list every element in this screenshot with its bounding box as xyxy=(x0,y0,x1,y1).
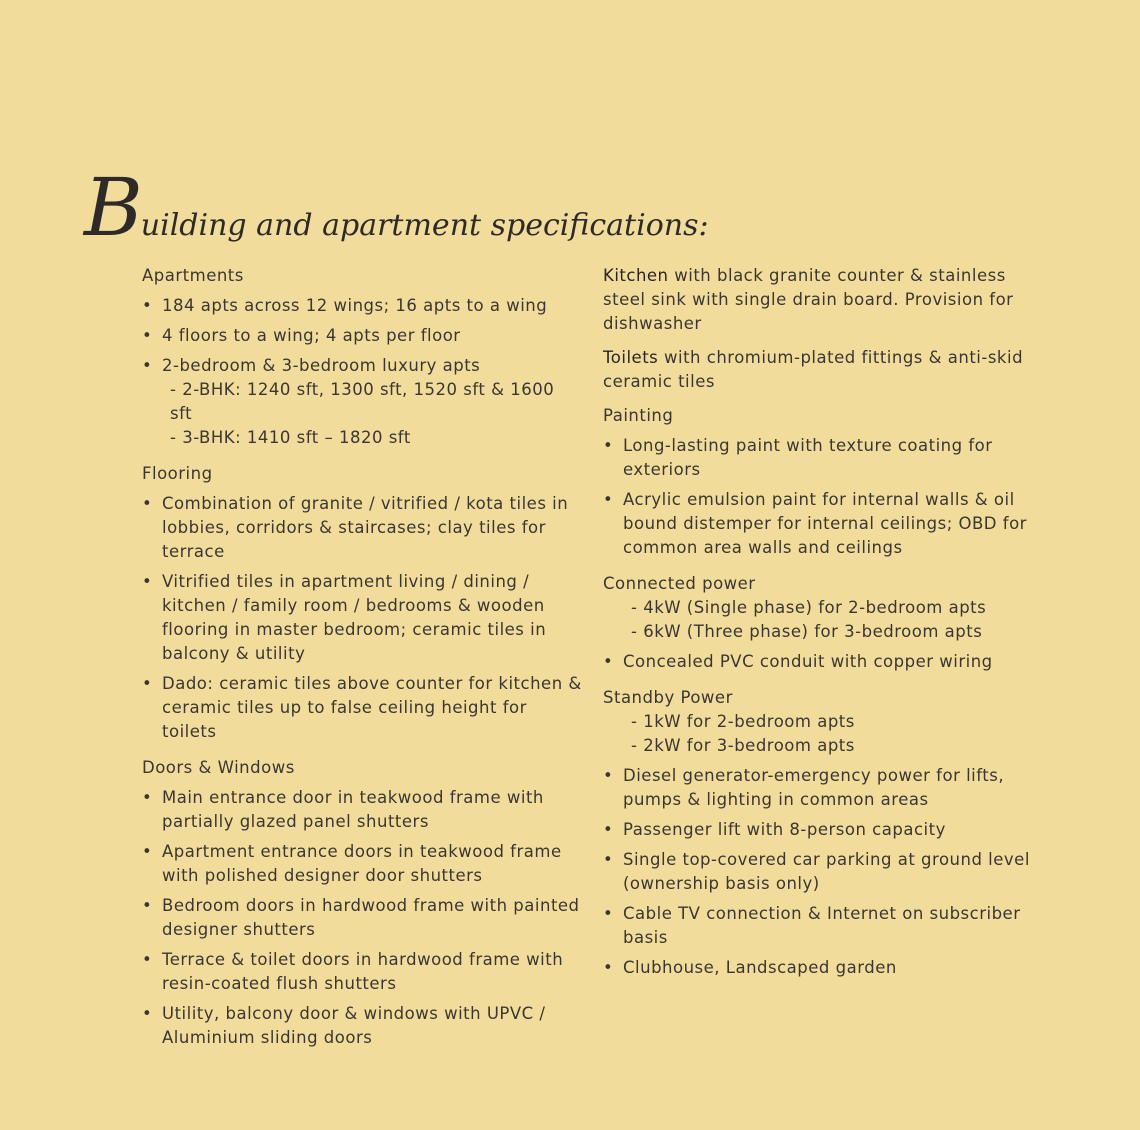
kitchen-paragraph xyxy=(603,264,1043,336)
list-item: • Main entrance door in teakwood frame with partially glazed panel shutters xyxy=(142,786,582,834)
list-item: • Concealed PVC conduit with copper wiring xyxy=(603,650,1043,674)
list-item: • Apartment entrance doors in teakwood frame with polished designer door shutters xyxy=(142,840,582,888)
doors-section xyxy=(142,756,582,1050)
list-item: • 4 floors to a wing; 4 apts per floor xyxy=(142,324,582,348)
sub-item: - 2kW for 3-bedroom apts xyxy=(631,736,855,755)
apartments-heading: Apartments xyxy=(142,266,244,285)
sub-item: - 3-BHK: 1410 sft – 1820 sft xyxy=(170,428,411,447)
doors-heading: Doors & Windows xyxy=(142,758,295,777)
toilets-label: Toilets xyxy=(603,348,659,367)
doors-list xyxy=(142,786,582,1050)
list-item: • Utility, balcony door & windows with UPVC / Aluminium sliding doors xyxy=(142,1002,582,1050)
title-initial: B xyxy=(84,161,141,254)
list-item: • Combination of granite / vitrified / kota tiles in lobbies, corridors & staircases; clay tiles for terrace xyxy=(142,492,582,564)
sub-item: - 1kW for 2-bedroom apts xyxy=(631,712,855,731)
list-item: • Single top-covered car parking at ground level (ownership basis only) xyxy=(603,848,1043,896)
list-item: • Diesel generator-emergency power for lifts, pumps & lighting in common areas xyxy=(603,764,1043,812)
sub-item: - 6kW (Three phase) for 3-bedroom apts xyxy=(631,622,983,641)
list-item: • 2-bedroom & 3-bedroom luxury apts xyxy=(142,354,582,378)
kitchen-text: with black granite counter & stainless steel sink with single drain board. Provision for dishwasher xyxy=(603,266,1014,333)
sub-item: - 4kW (Single phase) for 2-bedroom apts xyxy=(631,598,987,617)
list-item: • Cable TV connection & Internet on subscriber basis xyxy=(603,902,1043,950)
standby-power-section xyxy=(603,686,1043,980)
list-item: • Acrylic emulsion paint for internal walls & oil bound distemper for internal ceilings; OBD for common area walls and ceilings xyxy=(603,488,1043,560)
toilets-text: with chromium-plated fittings & anti-skid ceramic tiles xyxy=(603,348,1024,391)
list-item: • Vitrified tiles in apartment living / dining / kitchen / family room / bedrooms & wooden flooring in master bedroom; ceramic tiles in balcony & utility xyxy=(142,570,582,666)
list-item: • Bedroom doors in hardwood frame with painted designer shutters xyxy=(142,894,582,942)
connected-power-list xyxy=(603,650,1043,674)
flooring-list xyxy=(142,492,582,744)
connected-power-section xyxy=(603,572,1043,674)
kitchen-label: Kitchen xyxy=(603,266,669,285)
list-item: • Long-lasting paint with texture coating for exteriors xyxy=(603,434,1043,482)
connected-power-heading: Connected power xyxy=(603,574,756,593)
flooring-section xyxy=(142,462,582,744)
right-column xyxy=(603,264,1043,992)
flooring-heading: Flooring xyxy=(142,464,213,483)
painting-section xyxy=(603,404,1043,560)
left-column xyxy=(142,264,582,1062)
list-item: • Dado: ceramic tiles above counter for kitchen & ceramic tiles up to false ceiling height for toilets xyxy=(142,672,582,744)
list-item: • 184 apts across 12 wings; 16 apts to a wing xyxy=(142,294,582,318)
painting-list xyxy=(603,434,1043,560)
list-item: • Passenger lift with 8-person capacity xyxy=(603,818,1043,842)
standby-power-heading: Standby Power xyxy=(603,688,733,707)
page-title xyxy=(84,161,709,254)
title-text: uilding and apartment specifications: xyxy=(140,208,709,243)
sub-item: - 2-BHK: 1240 sft, 1300 sft, 1520 sft & 1600 sft xyxy=(170,380,555,423)
toilets-paragraph xyxy=(603,346,1043,394)
list-item: • Terrace & toilet doors in hardwood frame with resin-coated flush shutters xyxy=(142,948,582,996)
apartments-section xyxy=(142,264,582,450)
standby-power-list xyxy=(603,764,1043,980)
apartments-list xyxy=(142,294,582,378)
painting-heading: Painting xyxy=(603,406,674,425)
list-item: • Clubhouse, Landscaped garden xyxy=(603,956,1043,980)
